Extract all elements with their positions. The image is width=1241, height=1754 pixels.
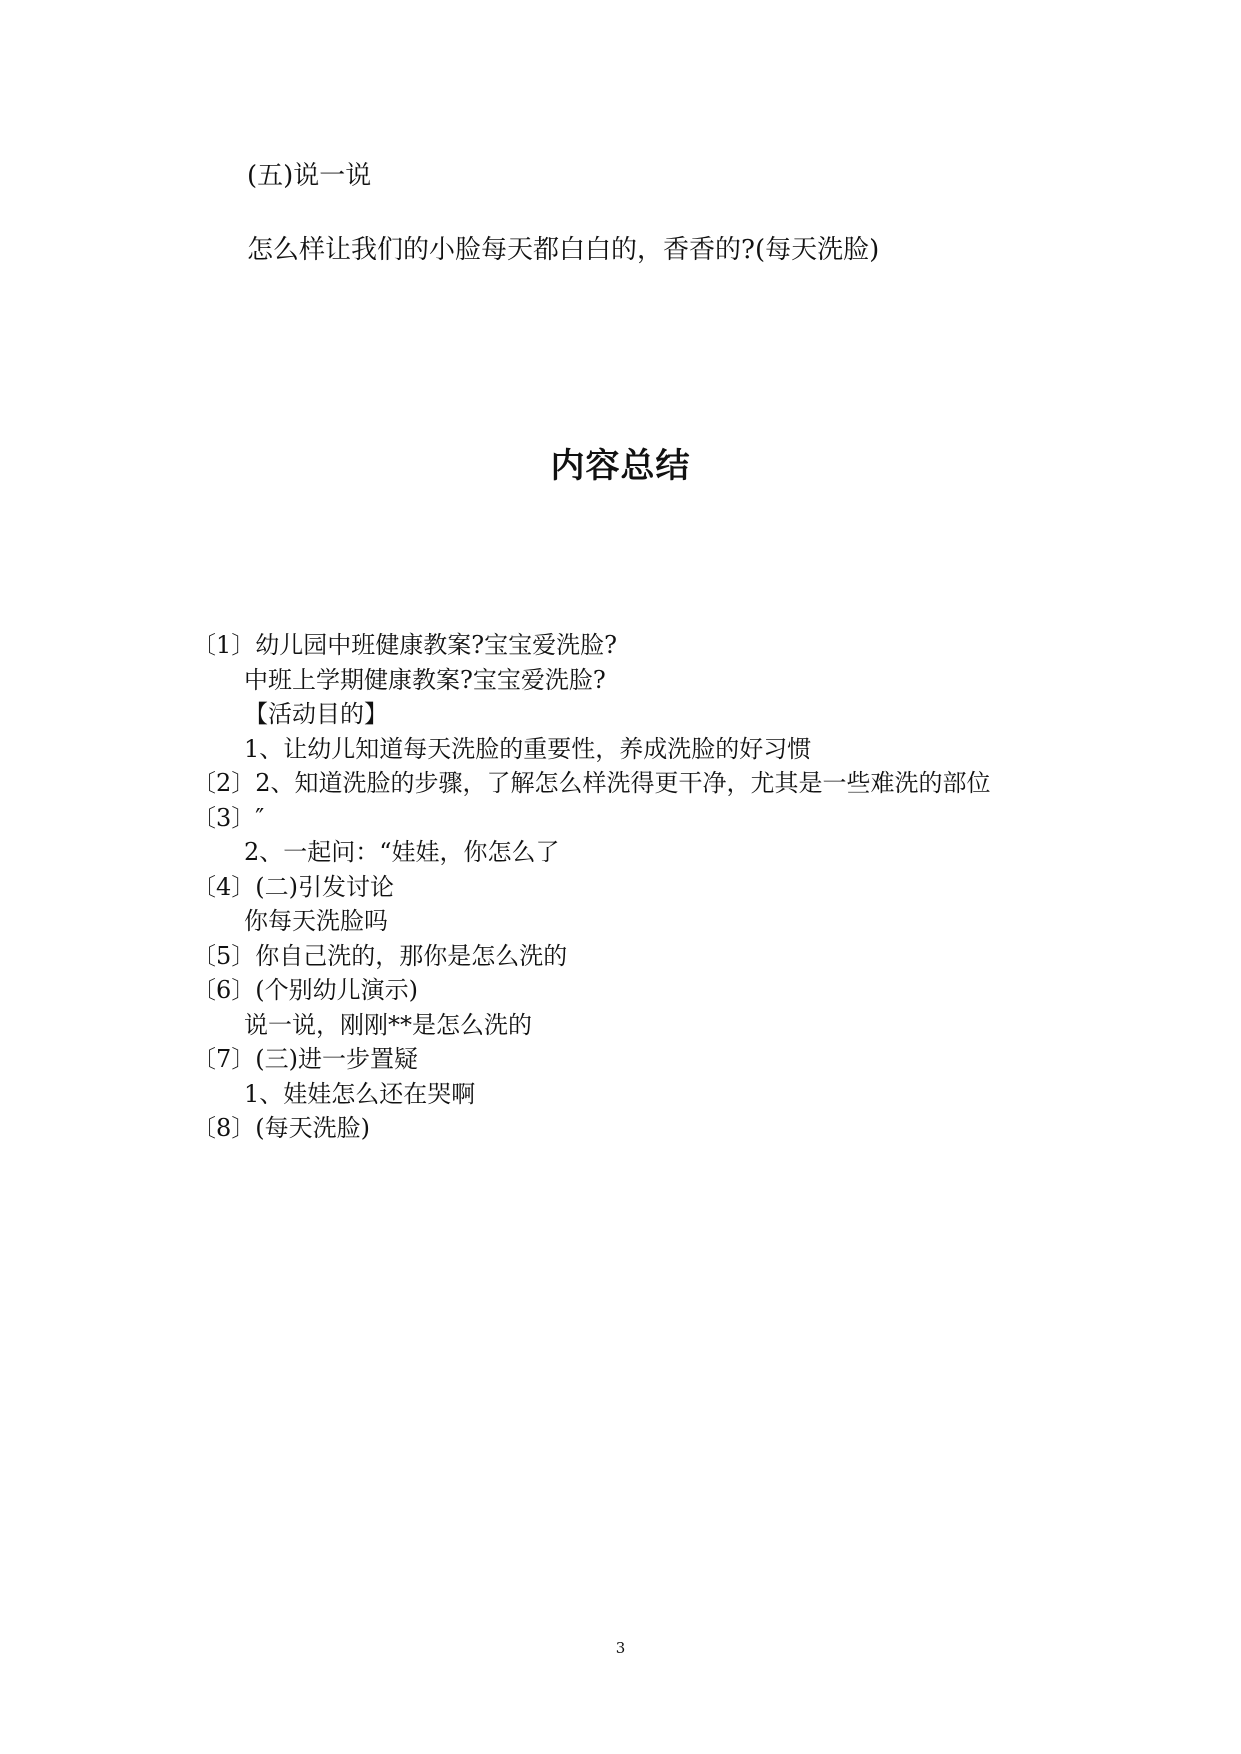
summary-line: 〔6〕(个别幼儿演示) — [192, 976, 418, 1004]
summary-line: 〔8〕(每天洗脸) — [192, 1114, 370, 1142]
summary-line: 说一说，刚刚**是怎么洗的 — [244, 1010, 532, 1039]
summary-line: 【活动目的】 — [244, 700, 388, 728]
summary-line: 〔4〕(二)引发讨论 — [192, 872, 394, 901]
page-number: 3 — [615, 1639, 626, 1657]
summary-line: 〔5〕你自己洗的，那你是怎么洗的 — [192, 941, 568, 970]
summary-line: 中班上学期健康教案?宝宝爱洗脸? — [244, 665, 606, 694]
summary-line: 〔3〕″ — [192, 803, 265, 832]
section-heading: (五)说一说 — [247, 161, 372, 191]
summary-line: 〔1〕幼儿园中班健康教案?宝宝爱洗脸? — [192, 631, 618, 659]
summary-line: 你每天洗脸吗 — [244, 907, 388, 935]
summary-line: 2、一起问：“娃娃，你怎么了 — [244, 838, 560, 866]
summary-title: 内容总结 — [550, 446, 691, 486]
summary-line: 〔2〕2、知道洗脸的步骤，了解怎么样洗得更干净，尤其是一些难洗的部位 — [192, 769, 991, 797]
summary-line: 〔7〕(三)进一步置疑 — [192, 1045, 418, 1073]
section-question: 怎么样让我们的小脸每天都白白的，香香的?(每天洗脸) — [247, 235, 880, 265]
summary-list — [192, 628, 1052, 1146]
summary-line: 1、娃娃怎么还在哭啊 — [244, 1079, 476, 1108]
summary-line: 1、让幼儿知道每天洗脸的重要性，养成洗脸的好习惯 — [244, 734, 812, 763]
